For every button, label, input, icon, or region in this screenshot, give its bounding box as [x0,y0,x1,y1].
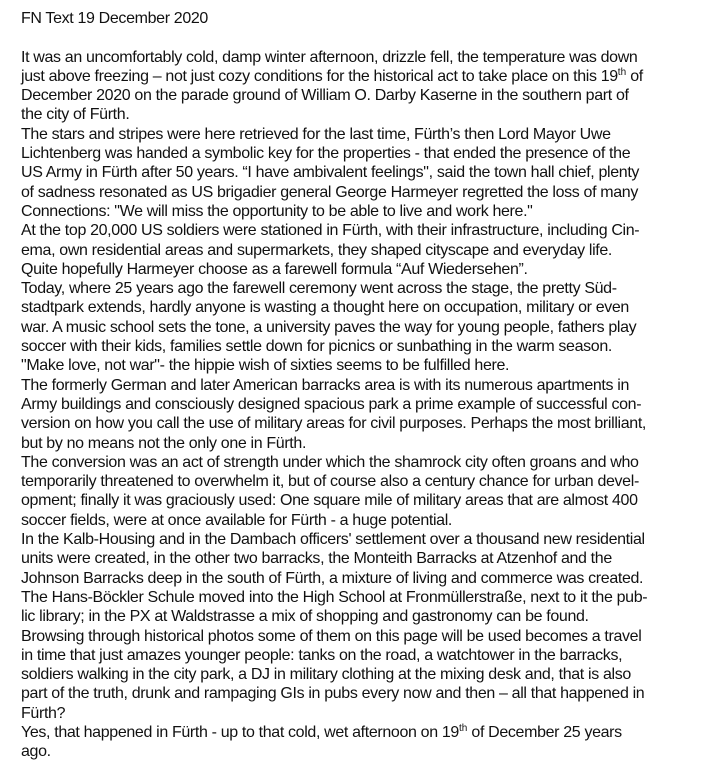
text-line-content: Browsing through historical photos some of them on this page will be used becomes a travel [21,627,642,645]
text-line-content: Army buildings and consciously designed spacious park a prime example of successful con- [21,395,642,413]
text-line [21,298,726,317]
text-line [21,356,726,375]
text-line [21,86,726,105]
text-line-content: In the Kalb-Housing and in the Dambach officers' settlement over a thousand new residential [21,531,645,549]
text-line [21,491,726,510]
text-line [21,453,726,472]
text-line [21,414,726,433]
text-line-content: Fürth? [21,704,66,722]
text-line [21,318,726,337]
document-title: FN Text 19 December 2020 [21,10,208,27]
text-line [21,627,726,646]
text-line [21,48,726,67]
text-line-continuation: of [626,67,643,85]
text-line-continuation: of December 25 years [467,723,622,741]
text-line-content: soldiers walking in the city park, a DJ in military clothing at the mixing desk and, that is also [21,666,631,684]
text-line [21,646,726,665]
text-line [21,511,726,530]
text-line-content: but by no means not the only one in Fürth. [21,434,307,452]
text-line [21,241,726,260]
text-line-content: just above freezing – not just cozy conditions for the historical act to take place on this 19 [21,67,618,85]
text-line [21,144,726,163]
text-line-content: Lichtenberg was handed a symbolic key for the properties - that ended the presence of the [21,145,631,163]
text-line-content: of sadness resonated as US brigadier general George Harmeyer regretted the loss of many [21,183,639,201]
ordinal-suffix: th [617,66,627,78]
text-line [21,279,726,298]
text-line-content: lic library; in the PX at Waldstrasse a mix of shopping and gastronomy can be found. [21,608,589,626]
text-line-content: opment; finally it was graciously used: One square mile of military areas that are almost 400 [21,492,638,510]
text-line [21,723,726,742]
text-line [21,742,726,761]
text-line [21,665,726,684]
text-line-content: Johnson Barracks deep in the south of Fürth, a mixture of living and commerce was created. [21,569,644,587]
text-line-content: Yes, that happened in Fürth - up to that cold, wet afternoon on 19 [21,723,459,741]
text-line [21,684,726,703]
text-line [21,125,726,144]
text-line-content: December 2020 on the parade ground of William O. Darby Kaserne in the southern part of [21,87,629,105]
text-line [21,163,726,182]
text-line-content: Today, where 25 years ago the farewell ceremony went across the stage, the pretty Süd- [21,280,617,298]
text-line-content: soccer with their kids, families settle down for picnics or sunbathing in the warm season. [21,338,613,356]
text-line-content: stadtpark extends, hardly anyone is wasting a thought here on occupation, military or even [21,299,629,317]
blank-line [21,28,726,47]
text-line-content: Quite hopefully Harmeyer choose as a farewell formula “Auf Wiedersehen”. [21,260,528,278]
text-line [21,183,726,202]
text-line [21,434,726,453]
text-line [21,202,726,221]
text-line-content: units were created, in the other two barracks, the Monteith Barracks at Atzenhof and the [21,550,612,568]
text-line-content: the city of Fürth. [21,106,130,124]
text-line [21,549,726,568]
text-line [21,337,726,356]
text-line-content: temporarily threatened to overwhelm it, but of course also a century chance for urban devel- [21,473,639,491]
text-line [21,395,726,414]
text-line-content: US Army in Fürth after 50 years. “I have ambivalent feelings", said the town hall chief, plenty [21,164,640,182]
text-line [21,260,726,279]
text-line [21,67,726,86]
text-line-content: The Hans-Böckler Schule moved into the High School at Fronmüllerstraße, next to it the pub- [21,588,648,606]
text-line-content: At the top 20,000 US soldiers were stationed in Fürth, with their infrastructure, including Cin- [21,222,640,240]
text-line-content: The stars and stripes were here retrieved for the last time, Fürth’s then Lord Mayor Uwe [21,125,611,143]
text-line-content: The conversion was an act of strength under which the shamrock city often groans and who [21,453,639,471]
text-line-content: part of the truth, drunk and rampaging GIs in pubs every now and then – all that happened in [21,685,645,703]
document [21,9,726,762]
text-line [21,704,726,723]
text-line [21,105,726,124]
text-line [21,569,726,588]
text-line-content: in time that just amazes younger people: tanks on the road, a watchtower in the barracks, [21,646,623,664]
text-line-content: ema, own residential areas and supermarkets, they shaped cityscape and everyday life. [21,241,613,259]
document-body [21,48,726,762]
text-line-content: Connections: "We will miss the opportunity to be able to live and work here." [21,202,533,220]
text-line [21,376,726,395]
text-line-content: soccer fields, were at once available for Fürth - a huge potential. [21,511,453,529]
text-line-content: war. A music school sets the tone, a university paves the way for young people, fathers play [21,318,637,336]
text-line-content: It was an uncomfortably cold, damp winter afternoon, drizzle fell, the temperature was down [21,48,638,66]
text-line [21,221,726,240]
text-line [21,607,726,626]
text-line [21,588,726,607]
text-line [21,472,726,491]
ordinal-suffix: th [458,722,468,734]
text-line-content: The formerly German and later American barracks area is with its numerous apartments in [21,376,630,394]
text-line-content: "Make love, not war"- the hippie wish of sixties seems to be fulfilled here. [21,357,510,375]
text-line-content: version on how you call the use of military areas for civil purposes. Perhaps the most brilliant, [21,415,647,433]
text-line-content: ago. [21,743,51,761]
text-line [21,530,726,549]
